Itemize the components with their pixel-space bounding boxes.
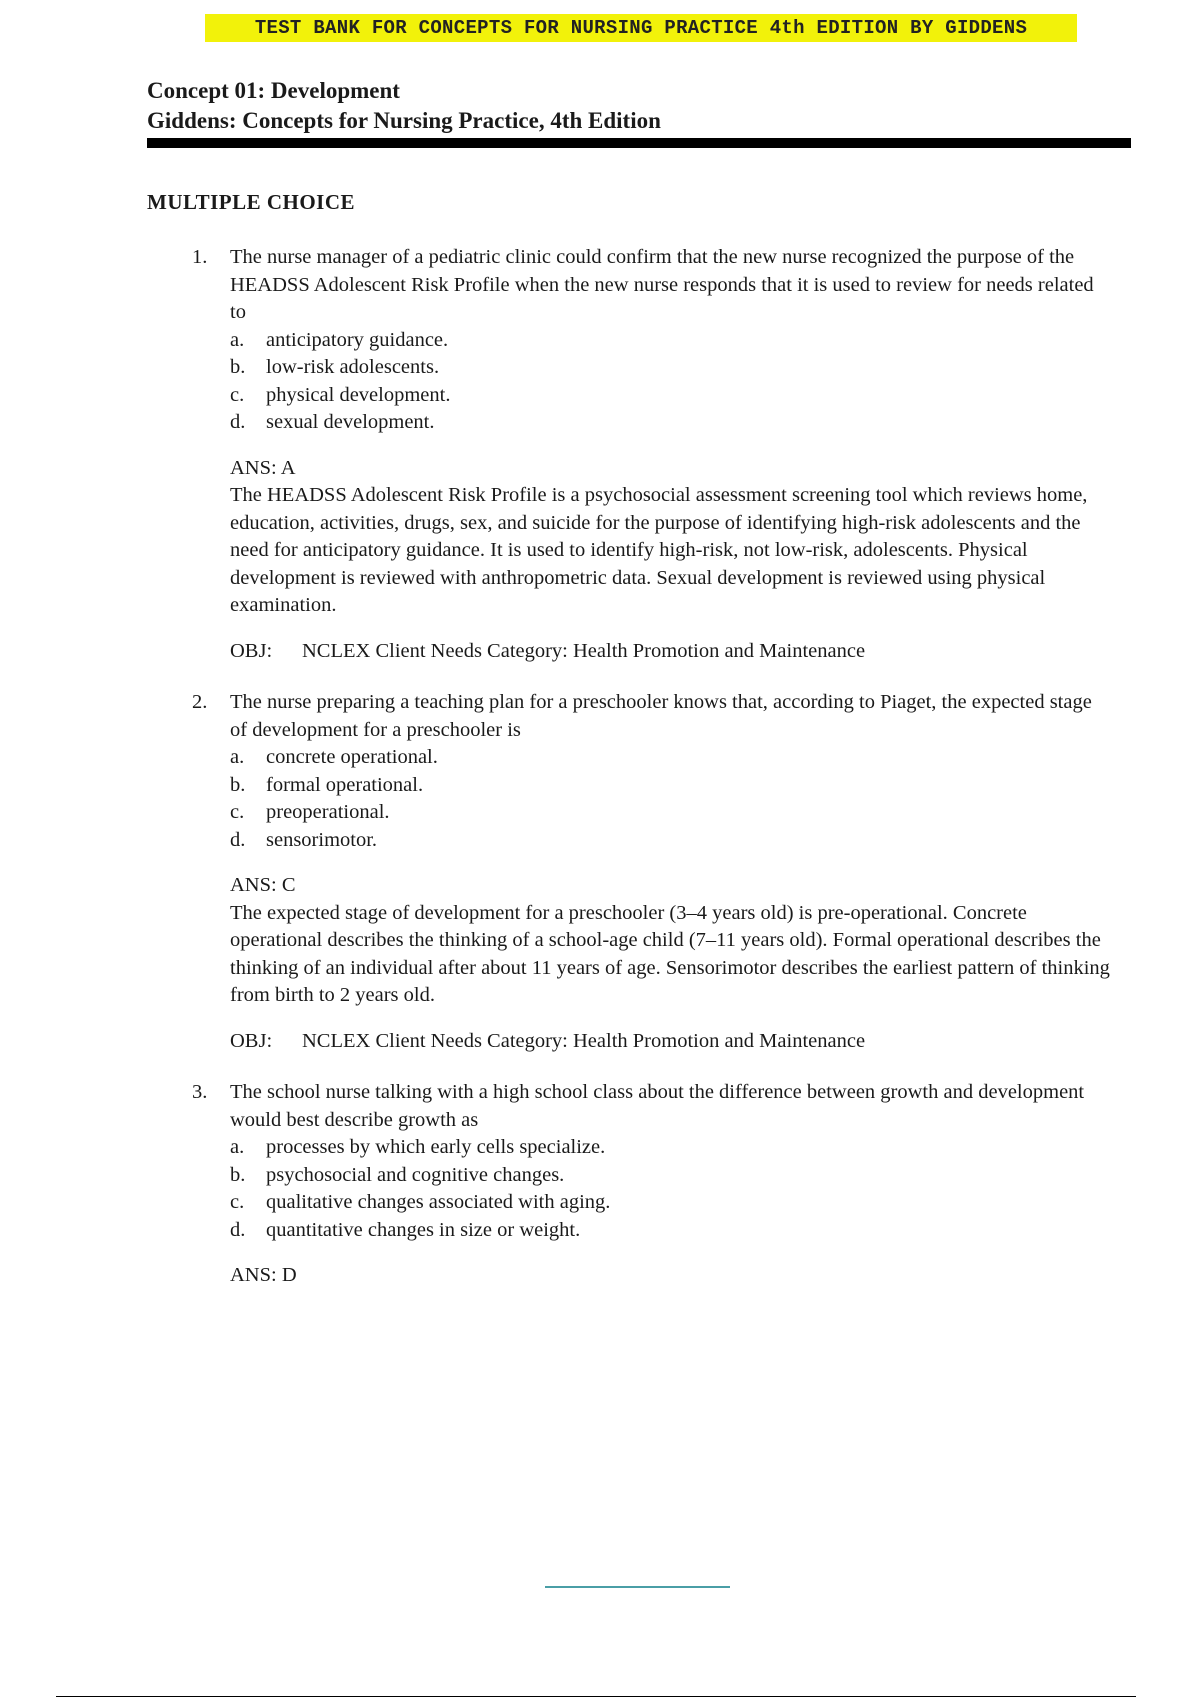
- answer-options: [230, 744, 1112, 854]
- concept-title: Concept 01: Development: [147, 78, 400, 103]
- option-text: formal operational.: [266, 773, 424, 796]
- answer-options: [230, 1134, 1112, 1244]
- objective-label: OBJ:: [230, 639, 273, 662]
- option-c: [230, 1189, 1112, 1217]
- option-text: concrete operational.: [266, 746, 438, 768]
- answer-key: ANS: D: [230, 1264, 297, 1286]
- option-text: quantitative changes in size or weight.: [266, 1218, 581, 1241]
- option-a: [230, 744, 1112, 772]
- option-b: [230, 772, 1112, 800]
- option-letter: b.: [230, 356, 246, 378]
- question-3: [192, 1079, 1112, 1290]
- objective: [230, 638, 1112, 666]
- answer-key: ANS: C: [230, 874, 296, 896]
- option-c: [230, 799, 1112, 827]
- option-d: [230, 409, 1112, 437]
- option-a: [230, 1134, 1112, 1162]
- question-number: 2.: [192, 691, 208, 713]
- option-b: [230, 1162, 1112, 1190]
- option-text: anticipatory guidance.: [266, 328, 449, 351]
- rationale: The expected stage of development for a preschooler (3–4 years old) is pre-operational. Concrete operational describes the thinking of a school-age child (7–11 years old). Formal operational describes the thinking of an individual after about 11 years of age. Sensorimotor describes the earliest pattern of thinking from birth to 2 years old.: [230, 901, 1110, 1006]
- book-title: Giddens: Concepts for Nursing Practice, 4th Edition: [147, 108, 661, 133]
- option-letter: a.: [230, 746, 245, 768]
- question-list: [192, 244, 1112, 1314]
- option-d: [230, 827, 1112, 855]
- question-number: 1.: [192, 246, 208, 268]
- test-bank-banner: TEST BANK FOR CONCEPTS FOR NURSING PRACTICE 4th EDITION BY GIDDENS: [205, 14, 1077, 42]
- question-2: [192, 689, 1112, 1055]
- question-stem: The school nurse talking with a high school class about the difference between growth and development would best describe growth as: [230, 1081, 1085, 1131]
- objective-text: NCLEX Client Needs Category: Health Promotion and Maintenance: [302, 1029, 866, 1052]
- option-text: sensorimotor.: [266, 828, 378, 851]
- option-letter: b.: [230, 773, 246, 796]
- option-letter: a.: [230, 328, 245, 351]
- option-c: [230, 382, 1112, 410]
- option-text: qualitative changes associated with aging.: [266, 1191, 611, 1213]
- option-d: [230, 1217, 1112, 1245]
- question-number: 3.: [192, 1081, 208, 1103]
- objective-text: NCLEX Client Needs Category: Health Promotion and Maintenance: [302, 639, 866, 662]
- option-letter: d.: [230, 828, 246, 851]
- option-b: [230, 354, 1112, 382]
- question-stem: The nurse preparing a teaching plan for a preschooler knows that, according to Piaget, the expected stage of development for a preschooler is: [230, 691, 1092, 741]
- question-1: [192, 244, 1112, 665]
- rationale: The HEADSS Adolescent Risk Profile is a psychosocial assessment screening tool which reviews home, education, activities, drugs, sex, and suicide for the purpose of identifying high-risk adolescents and the need for anticipatory guidance. It is used to identify high-risk, not low-risk, adolescents. Physical development is reviewed with anthropometric data. Sexual development is reviewed using physical examination.: [230, 484, 1088, 616]
- footer-rule: [56, 1696, 1136, 1697]
- option-letter: a.: [230, 1136, 245, 1158]
- question-stem: The nurse manager of a pediatric clinic could confirm that the new nurse recognized the purpose of the HEADSS Adolescent Risk Profile when the new nurse responds that it is used to review for needs related to: [230, 246, 1094, 323]
- option-letter: d.: [230, 411, 246, 433]
- document-header: [147, 76, 1131, 148]
- page-divider-mark: [545, 1586, 730, 1588]
- option-text: preoperational.: [266, 801, 390, 823]
- option-letter: c.: [230, 383, 245, 406]
- header-rule: [147, 138, 1131, 148]
- option-letter: d.: [230, 1218, 246, 1241]
- option-text: physical development.: [266, 383, 451, 406]
- option-letter: b.: [230, 1163, 246, 1186]
- option-text: sexual development.: [266, 411, 435, 433]
- option-letter: c.: [230, 801, 245, 823]
- objective: [230, 1028, 1112, 1056]
- option-letter: c.: [230, 1191, 245, 1213]
- option-text: processes by which early cells specialize.: [266, 1136, 606, 1158]
- answer-options: [230, 327, 1112, 437]
- option-text: low-risk adolescents.: [266, 356, 440, 378]
- objective-label: OBJ:: [230, 1029, 273, 1052]
- answer-key: ANS: A: [230, 456, 296, 479]
- option-text: psychosocial and cognitive changes.: [266, 1163, 565, 1186]
- option-a: [230, 327, 1112, 355]
- section-title: MULTIPLE CHOICE: [147, 190, 356, 214]
